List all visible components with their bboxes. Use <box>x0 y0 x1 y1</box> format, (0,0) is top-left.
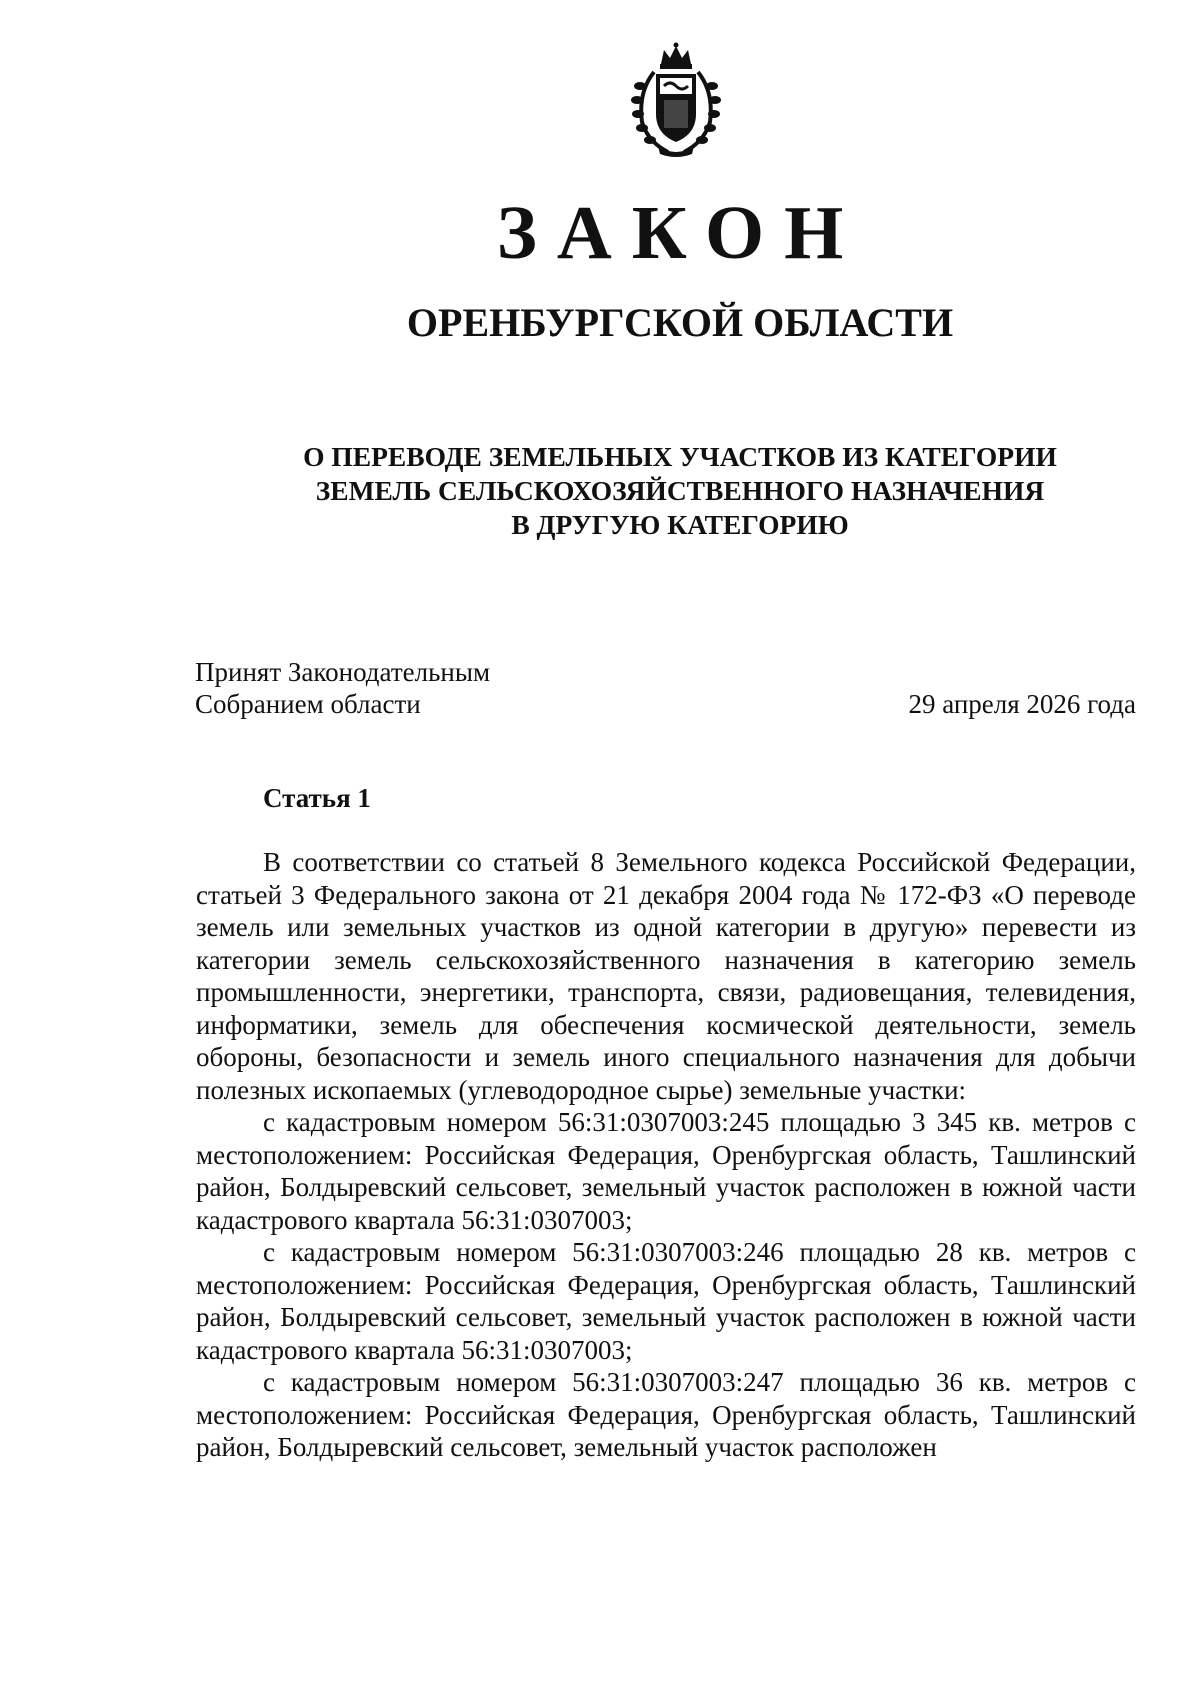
adoption-line: Принят Законодательным <box>195 657 491 687</box>
coat-of-arms-icon <box>628 42 724 158</box>
law-heading <box>0 440 1200 542</box>
article-paragraph: В соответствии со статьей 8 Земельного кодекса Российской Федерации, статьей 3 Федерального закона от 21 декабря 2004 года № 172-ФЗ «О переводе земель или земельных участков из одной категории в другую» перевести из категории земель сельскохозяйственного назначения в категорию земель промышленности, энергетики, транспорта, связи, радиовещания, телевидения, информатики, земель для обеспечения космической деятельности, земель обороны, безопасности и земель иного специального назначения для добычи полезных ископаемых (углеводородное сырье) земельные участки: <box>196 847 1136 1105</box>
adoption-date: 29 апреля 2026 года <box>908 689 1136 719</box>
article-paragraph: с кадастровым номером 56:31:0307003:247 площадью 36 кв. метров с местоположением: Российская Федерация, Оренбургская область, Ташлинский район, Болдыревский сельсовет, земельный участок расположен <box>196 1367 1136 1462</box>
article-body <box>196 846 1136 1464</box>
article-paragraph: с кадастровым номером 56:31:0307003:246 площадью 28 кв. метров с местоположением: Российская Федерация, Оренбургская область, Ташлинский район, Болдыревский сельсовет, земельный участок расположен в южной части кадастрового квартала 56:31:0307003; <box>196 1237 1136 1365</box>
law-heading-line: ЗЕМЕЛЬ СЕЛЬСКОХОЗЯЙСТВЕННОГО НАЗНАЧЕНИЯ <box>315 475 1045 506</box>
adoption-line: Собранием области <box>195 689 421 719</box>
law-heading-line: О ПЕРЕВОДЕ ЗЕМЕЛЬНЫХ УЧАСТКОВ ИЗ КАТЕГОРИИ <box>303 441 1057 472</box>
adoption-info <box>195 656 490 720</box>
region-name: ОРЕНБУРГСКОЙ ОБЛАСТИ <box>406 300 954 345</box>
law-heading-line: В ДРУГУЮ КАТЕГОРИЮ <box>511 509 849 540</box>
document-title: ЗАКОН <box>496 191 864 275</box>
article-title: Статья 1 <box>263 783 371 813</box>
article-paragraph: с кадастровым номером 56:31:0307003:245 площадью 3 345 кв. метров с местоположением: Российская Федерация, Оренбургская область, Ташлинский район, Болдыревский сельсовет, земельный участок расположен в южной части кадастрового квартала 56:31:0307003; <box>196 1107 1136 1235</box>
